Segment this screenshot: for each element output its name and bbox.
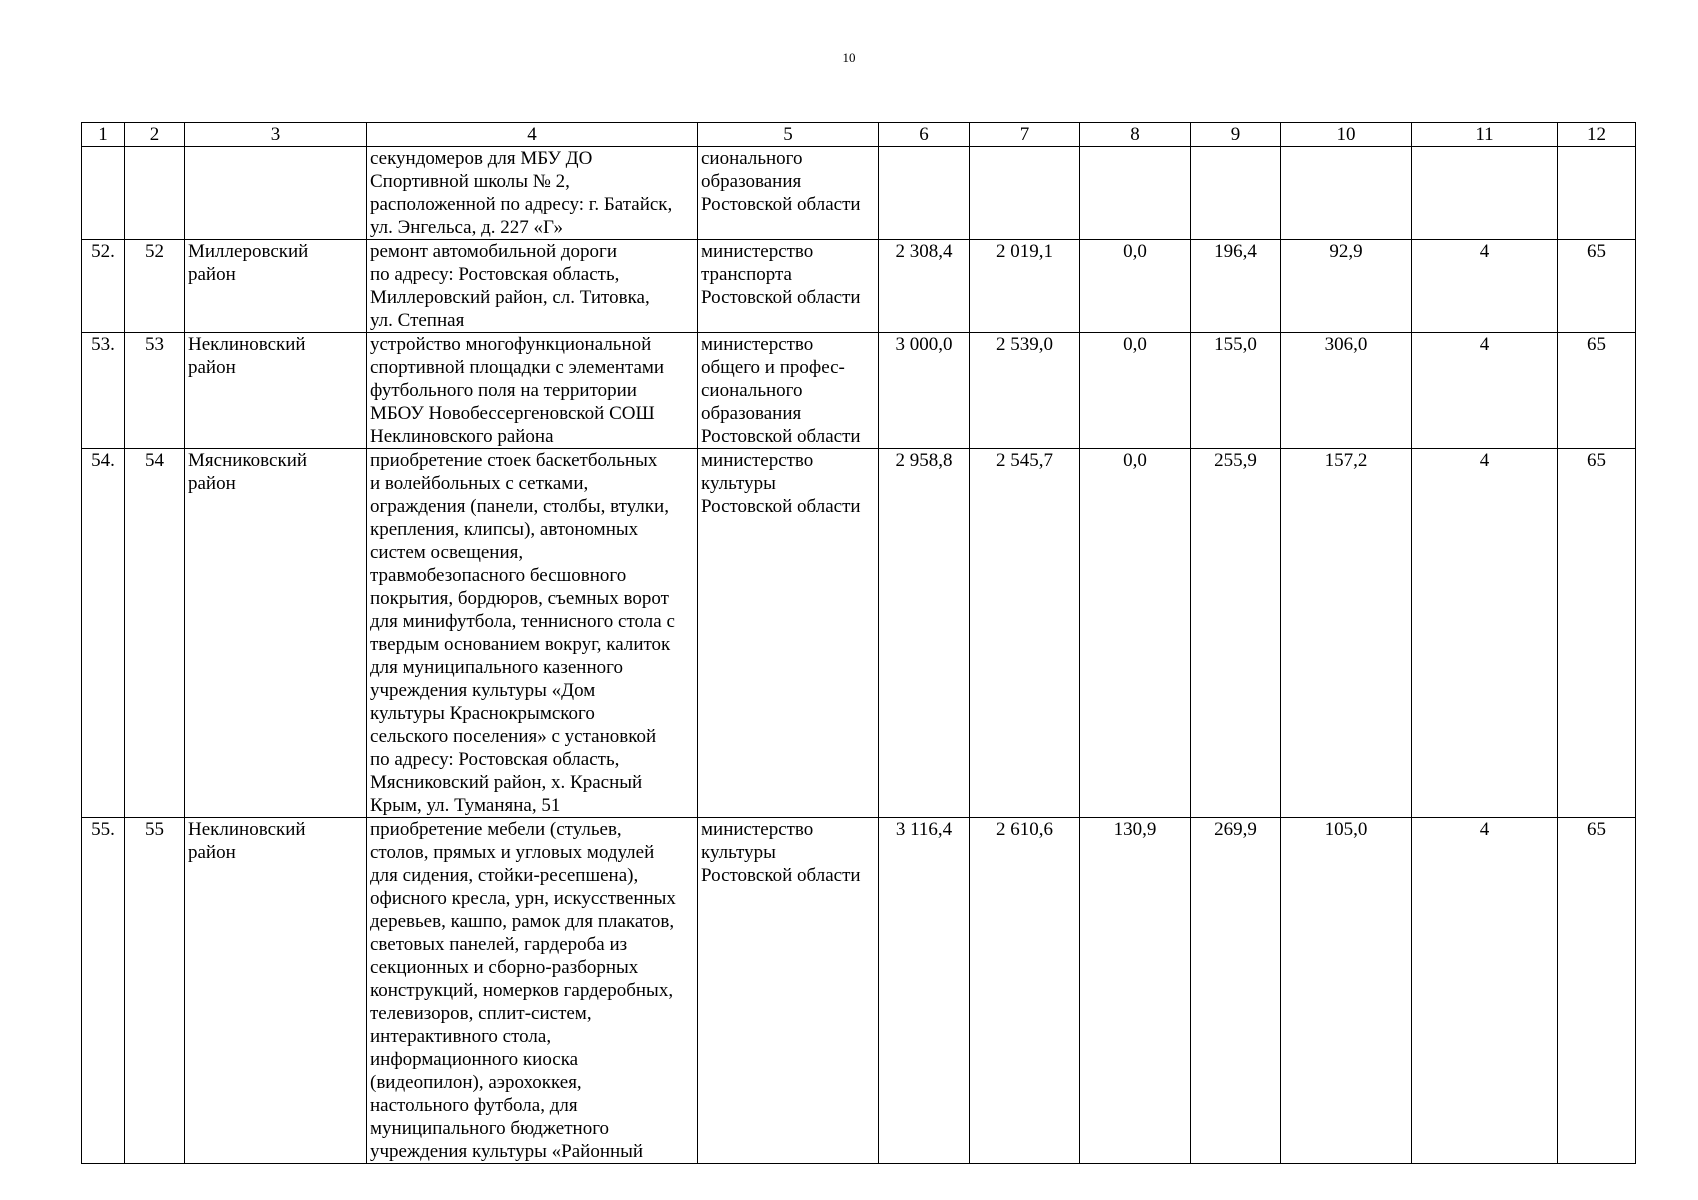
value-cell-12: 65 (1558, 240, 1636, 333)
value-cell-10: 92,9 (1281, 240, 1412, 333)
column-number-header-row (82, 123, 1636, 147)
district-cell: Миллеровский район (185, 240, 367, 333)
value-cell-11: 4 (1412, 818, 1558, 1164)
row-number-cell: 54. (82, 449, 125, 818)
value-cell-10: 105,0 (1281, 818, 1412, 1164)
value-cell-6: 3 116,4 (879, 818, 970, 1164)
item-number-cell: 55 (125, 818, 185, 1164)
district-cell: Неклиновский район (185, 818, 367, 1164)
item-number-cell: 54 (125, 449, 185, 818)
district-cell: Неклиновский район (185, 333, 367, 449)
value-cell-8: 0,0 (1080, 240, 1191, 333)
column-header: 11 (1412, 123, 1558, 147)
value-cell-12: 65 (1558, 818, 1636, 1164)
table-row (82, 147, 1636, 240)
value-cell-11: 4 (1412, 333, 1558, 449)
value-cell-10: 157,2 (1281, 449, 1412, 818)
value-cell-7 (970, 147, 1080, 240)
ministry-cell: сионального образования Ростовской области (698, 147, 879, 240)
column-header: 4 (367, 123, 698, 147)
page-number: 10 (842, 50, 856, 65)
value-cell-8: 0,0 (1080, 333, 1191, 449)
value-cell-9 (1191, 147, 1281, 240)
description-cell: приобретение стоек баскетбольных и волейбольных с сетками, ограждения (панели, столбы, втулки, крепления, клипсы), автономных систем освещения, травмобезопасного бесшовного покрытия, бордюров, съемных ворот для минифутбола, теннисного стола с твердым основанием вокруг, калиток для муниципального казенного учреждения культуры «Дом культуры Краснокрымского сельского поселения» с установкой по адресу: Ростовская область, Мясниковский район, х. Красный Крым, ул. Туманяна, 51 (367, 449, 698, 818)
value-cell-7: 2 539,0 (970, 333, 1080, 449)
value-cell-12: 65 (1558, 333, 1636, 449)
value-cell-9: 155,0 (1191, 333, 1281, 449)
description-cell: ремонт автомобильной дороги по адресу: Ростовская область, Миллеровский район, сл. Титовка, ул. Степная (367, 240, 698, 333)
table-row (82, 818, 1636, 1164)
table-row (82, 333, 1636, 449)
value-cell-10 (1281, 147, 1412, 240)
value-cell-8: 130,9 (1080, 818, 1191, 1164)
column-header: 1 (82, 123, 125, 147)
value-cell-10: 306,0 (1281, 333, 1412, 449)
value-cell-6: 2 308,4 (879, 240, 970, 333)
value-cell-6 (879, 147, 970, 240)
column-header: 8 (1080, 123, 1191, 147)
value-cell-8: 0,0 (1080, 449, 1191, 818)
column-header: 2 (125, 123, 185, 147)
value-cell-9: 269,9 (1191, 818, 1281, 1164)
ministry-cell: министерство общего и профес- сионального образования Ростовской области (698, 333, 879, 449)
item-number-cell: 52 (125, 240, 185, 333)
value-cell-7: 2 610,6 (970, 818, 1080, 1164)
ministry-cell: министерство культуры Ростовской области (698, 449, 879, 818)
value-cell-12: 65 (1558, 449, 1636, 818)
district-cell (185, 147, 367, 240)
description-cell: секундомеров для МБУ ДО Спортивной школы № 2, расположенной по адресу: г. Батайск, ул. Энгельса, д. 227 «Г» (367, 147, 698, 240)
description-cell: устройство многофункциональной спортивной площадки с элементами футбольного поля на территории МБОУ Новобессергеновской СОШ Неклиновского района (367, 333, 698, 449)
row-number-cell: 53. (82, 333, 125, 449)
value-cell-8 (1080, 147, 1191, 240)
value-cell-7: 2 019,1 (970, 240, 1080, 333)
column-header: 10 (1281, 123, 1412, 147)
column-header: 6 (879, 123, 970, 147)
item-number-cell (125, 147, 185, 240)
value-cell-12 (1558, 147, 1636, 240)
ministry-cell: министерство транспорта Ростовской области (698, 240, 879, 333)
value-cell-6: 3 000,0 (879, 333, 970, 449)
column-header: 5 (698, 123, 879, 147)
column-header: 12 (1558, 123, 1636, 147)
column-header: 7 (970, 123, 1080, 147)
value-cell-9: 196,4 (1191, 240, 1281, 333)
ministry-cell: министерство культуры Ростовской области (698, 818, 879, 1164)
column-header: 9 (1191, 123, 1281, 147)
table-row (82, 449, 1636, 818)
data-table (81, 122, 1636, 1164)
value-cell-9: 255,9 (1191, 449, 1281, 818)
item-number-cell: 53 (125, 333, 185, 449)
value-cell-11 (1412, 147, 1558, 240)
value-cell-11: 4 (1412, 240, 1558, 333)
value-cell-6: 2 958,8 (879, 449, 970, 818)
row-number-cell (82, 147, 125, 240)
row-number-cell: 52. (82, 240, 125, 333)
value-cell-11: 4 (1412, 449, 1558, 818)
row-number-cell: 55. (82, 818, 125, 1164)
value-cell-7: 2 545,7 (970, 449, 1080, 818)
district-cell: Мясниковский район (185, 449, 367, 818)
column-header: 3 (185, 123, 367, 147)
description-cell: приобретение мебели (стульев, столов, прямых и угловых модулей для сидения, стойки-ресепшена), офисного кресла, урн, искусственных деревьев, кашпо, рамок для плакатов, световых панелей, гардероба из секционных и сборно-разборных конструкций, номерков гардеробных, телевизоров, сплит-систем, интерактивного стола, информационного киоска (видеопилон), аэрохоккея, настольного футбола, для муниципального бюджетного учреждения культуры «Районный (367, 818, 698, 1164)
table-row (82, 240, 1636, 333)
